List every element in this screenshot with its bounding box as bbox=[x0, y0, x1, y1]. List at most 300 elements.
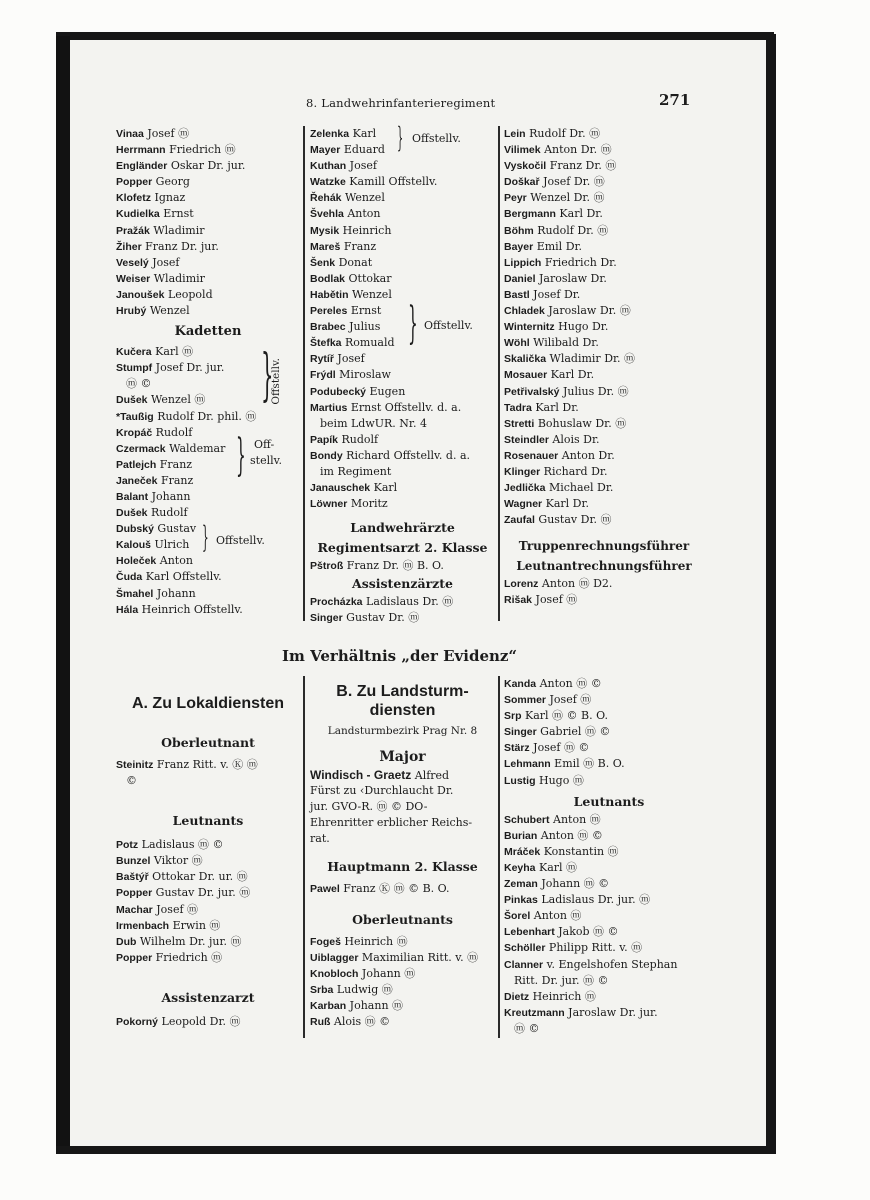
list-item bbox=[504, 480, 704, 496]
entry-details: Karl ⓜ bbox=[151, 345, 194, 359]
scan-border-top bbox=[56, 32, 774, 40]
entry-details: Anton ⓜ D2. bbox=[538, 577, 613, 591]
list-item bbox=[504, 335, 704, 351]
entry-details: v. Engelshofen Stephan bbox=[543, 957, 678, 971]
list-item bbox=[504, 773, 714, 789]
entry-details: Miroslaw bbox=[335, 368, 391, 382]
brace: } bbox=[236, 430, 246, 481]
list-item bbox=[310, 416, 495, 432]
entry-name: Schöller bbox=[504, 942, 546, 955]
entry-name: Bondy bbox=[310, 449, 343, 462]
list-item bbox=[116, 489, 300, 505]
evidenz-column-a bbox=[116, 692, 300, 1030]
entry-name: Vilimek bbox=[504, 144, 541, 157]
entry-name: Karban bbox=[310, 999, 347, 1012]
entry-name: Popper bbox=[116, 951, 153, 964]
entry-details: Johann bbox=[153, 586, 196, 600]
list-item bbox=[310, 934, 495, 950]
entry-name: Böhm bbox=[504, 224, 534, 237]
entry-name: Machar bbox=[116, 903, 153, 916]
evidenz-column-b bbox=[310, 682, 495, 1030]
list-item bbox=[310, 335, 495, 351]
list-item bbox=[504, 400, 704, 416]
list-item bbox=[504, 676, 714, 692]
list-item bbox=[504, 892, 714, 908]
entry-name: Frýdl bbox=[310, 369, 336, 382]
entry-details: Josef bbox=[346, 159, 377, 173]
list-item bbox=[504, 844, 714, 860]
entry-details: Oskar Dr. jur. bbox=[167, 159, 246, 173]
entry-name: Lebenhart bbox=[504, 926, 555, 939]
entry-name: Schubert bbox=[504, 813, 550, 826]
list-item bbox=[310, 255, 495, 271]
entry-name: Mysik bbox=[310, 224, 340, 237]
entry-name: Hrubý bbox=[116, 305, 147, 318]
section-heading-oberleutnants: Oberleutnants bbox=[352, 911, 453, 927]
entry-name: Kanda bbox=[504, 678, 537, 690]
list-item bbox=[504, 255, 704, 271]
entry-details: Anton ⓜ bbox=[549, 812, 601, 826]
entry-details: Eduard bbox=[340, 143, 385, 157]
entry-name: Herrmann bbox=[116, 144, 166, 157]
list-item bbox=[504, 860, 714, 876]
entry-name: Uiblagger bbox=[310, 951, 359, 964]
entry-details: Johann ⓜ © bbox=[537, 877, 610, 891]
entry-details: Josef Dr. ⓜ bbox=[539, 175, 605, 189]
entry-details: Donat bbox=[335, 255, 373, 269]
entry-name: Steindler bbox=[504, 433, 549, 446]
entry-name: Holeček bbox=[116, 555, 157, 568]
entry-details: Josef Dr. jur. bbox=[152, 361, 225, 375]
entry-name: Kudielka bbox=[116, 208, 160, 221]
text-line: rat. bbox=[310, 832, 330, 846]
entry-details: Heinrich ⓜ bbox=[340, 934, 408, 948]
list-item bbox=[116, 885, 300, 901]
entry-details: Rudolf bbox=[338, 432, 379, 446]
section-heading-landwehraerzte: Landwehrärzte bbox=[350, 520, 455, 536]
entry-details: Josef bbox=[148, 255, 180, 269]
list-item: Windisch - Graetz Alfred bbox=[310, 768, 450, 782]
list-item bbox=[116, 1014, 300, 1030]
entry-name: Kalouš bbox=[116, 539, 152, 552]
entry-details: Jakob ⓜ © bbox=[554, 925, 619, 939]
entry-details: Rudolf bbox=[152, 425, 193, 439]
list-item bbox=[504, 576, 704, 592]
entry-details: Johann bbox=[148, 489, 191, 503]
entry-name: Weiser bbox=[116, 272, 151, 285]
entry-name: Pinkas bbox=[504, 894, 538, 907]
list-item bbox=[116, 773, 300, 789]
page-number: 271 bbox=[659, 91, 691, 109]
list-item bbox=[504, 319, 704, 335]
list-item bbox=[504, 223, 704, 239]
entry-details: Josef bbox=[333, 352, 365, 366]
entry-details: Philipp Ritt. v. ⓜ bbox=[545, 941, 643, 955]
entry-name: Lehmann bbox=[504, 758, 551, 771]
entry-name: Rytíř bbox=[310, 353, 334, 366]
entry-details: Julius Dr. ⓜ bbox=[559, 384, 629, 398]
list-item bbox=[116, 287, 300, 303]
entry-details: Ludwig ⓜ bbox=[333, 982, 393, 996]
entry-details: Ladislaus Dr. ⓜ bbox=[362, 595, 454, 609]
entry-details: Wenzel ⓜ bbox=[147, 393, 206, 407]
entry-details: Karl bbox=[370, 481, 398, 495]
entry-details: Jaroslaw Dr. bbox=[535, 271, 607, 285]
section-heading-landsturm-2: diensten bbox=[369, 702, 436, 719]
entry-name: Řehák bbox=[310, 192, 342, 205]
entry-name: Watzke bbox=[310, 176, 346, 189]
entry-name: Klofetz bbox=[116, 192, 151, 205]
list-item bbox=[310, 881, 495, 897]
entry-details: Ottokar Dr. ur. ⓜ bbox=[148, 870, 248, 884]
entry-name: Veselý bbox=[116, 256, 149, 269]
entry-details: Jaroslaw Dr. ⓜ bbox=[544, 304, 631, 318]
entry-name: Potz bbox=[116, 839, 139, 852]
entry-details: Friedrich Dr. bbox=[541, 255, 617, 269]
entry-details: Georg bbox=[152, 175, 190, 189]
running-header: 8. Landwehrinfanterieregiment bbox=[306, 96, 496, 110]
evidenz-column-c bbox=[504, 676, 714, 1037]
entry-details: Franz bbox=[157, 473, 194, 487]
list-item bbox=[116, 142, 300, 158]
list-item bbox=[504, 351, 704, 367]
entry-name: Švehla bbox=[310, 208, 344, 221]
section-heading-landsturm: B. Zu Landsturm- bbox=[336, 683, 469, 700]
entry-details: Friedrich ⓜ bbox=[165, 143, 236, 157]
list-item bbox=[504, 957, 714, 973]
list-item bbox=[310, 950, 495, 966]
entry-name: Dubský bbox=[116, 523, 154, 536]
brace-label: Off- bbox=[254, 438, 275, 451]
entry-name: Singer bbox=[310, 612, 343, 625]
list-item bbox=[310, 384, 495, 400]
entry-name: Mareš bbox=[310, 240, 341, 253]
entry-name: Bodlak bbox=[310, 272, 346, 285]
entry-details: Karl Offstellv. bbox=[142, 570, 222, 584]
entry-details: Ernst Offstellv. d. a. bbox=[347, 400, 462, 414]
entry-name: Petřivalský bbox=[504, 385, 560, 398]
entry-details: Friedrich ⓜ bbox=[152, 950, 223, 964]
list-item bbox=[310, 496, 495, 512]
entry-name: Zelenka bbox=[310, 128, 350, 140]
entry-details: Anton Dr. ⓜ bbox=[540, 143, 612, 157]
list-item bbox=[504, 206, 704, 222]
entry-name: Janoušek bbox=[116, 288, 165, 301]
entry-details: Viktor ⓜ bbox=[150, 854, 203, 868]
list-item bbox=[504, 239, 704, 255]
entry-name: Stärz bbox=[504, 742, 530, 755]
entry-details: Hugo Dr. bbox=[554, 320, 609, 334]
entry-details: Alois ⓜ © bbox=[330, 1015, 391, 1029]
list-item bbox=[116, 934, 300, 950]
entry-details: Wenzel bbox=[341, 191, 385, 205]
entry-details: Gustav Dr. jur. ⓜ bbox=[152, 886, 251, 900]
list-item bbox=[116, 206, 300, 222]
entry-name: Bayer bbox=[504, 240, 534, 253]
entry-details: ⓜ © bbox=[126, 377, 152, 391]
entry-details: Karl Dr. bbox=[542, 497, 590, 511]
entry-name: Srba bbox=[310, 983, 334, 996]
list-item bbox=[504, 940, 714, 956]
entry-name: Janeček bbox=[116, 474, 158, 487]
entry-details: Johann ⓜ bbox=[346, 998, 404, 1012]
entry-name: Stretti bbox=[504, 417, 535, 430]
entry-details: Ritt. Dr. jur. ⓜ © bbox=[514, 973, 609, 987]
list-item bbox=[504, 989, 714, 1005]
entry-name: Doškař bbox=[504, 176, 540, 189]
entry-details: Hugo ⓜ bbox=[535, 773, 584, 787]
list-item bbox=[504, 512, 704, 528]
list-item bbox=[116, 553, 300, 569]
entry-details: Josef Dr. bbox=[529, 287, 581, 301]
entry-name: Burian bbox=[504, 829, 538, 842]
entry-details: Anton bbox=[343, 207, 381, 221]
entry-name: Štefka bbox=[310, 337, 342, 350]
entry-name: Irmenbach bbox=[116, 919, 170, 932]
entry-name: Patlejch bbox=[116, 458, 157, 471]
entry-name: Steinitz bbox=[116, 759, 154, 771]
list-item bbox=[504, 973, 714, 989]
entry-details: Gustav Dr. ⓜ bbox=[534, 513, 612, 527]
entry-details: Leopold bbox=[164, 287, 213, 301]
entry-name: Tadra bbox=[504, 401, 532, 414]
list-item bbox=[504, 448, 704, 464]
scan-border-left bbox=[56, 36, 70, 1151]
entry-name: Papík bbox=[310, 433, 339, 446]
list-item bbox=[310, 464, 495, 480]
list-item bbox=[116, 223, 300, 239]
column-3 bbox=[504, 126, 704, 609]
entry-details: Gustav Dr. ⓜ bbox=[342, 611, 420, 625]
section-heading-regimentsarzt: Regimentsarzt 2. Klasse bbox=[317, 540, 488, 556]
column-rule bbox=[498, 126, 500, 621]
list-item bbox=[310, 158, 495, 174]
entry-details: im Regiment bbox=[320, 464, 392, 478]
list-item bbox=[116, 950, 300, 966]
entry-details: Karl ⓜ © B. O. bbox=[521, 709, 609, 723]
entry-details: Michael Dr. bbox=[545, 481, 614, 495]
list-item bbox=[310, 610, 495, 626]
entry-details: Erwin ⓜ bbox=[169, 918, 221, 932]
column-rule bbox=[303, 676, 305, 1038]
column-rule bbox=[303, 126, 305, 621]
entry-details: Ladislaus ⓜ © bbox=[138, 838, 224, 852]
entry-name: Singer bbox=[504, 726, 537, 739]
entry-name: Stumpf bbox=[116, 362, 153, 375]
entry-name: Mayer bbox=[310, 144, 341, 157]
landsturmbezirk: Landsturmbezirk Prag Nr. 8 bbox=[327, 725, 478, 737]
list-item bbox=[504, 464, 704, 480]
list-item bbox=[504, 1021, 714, 1037]
entry-name: Pokorný bbox=[116, 1015, 159, 1028]
list-item bbox=[310, 448, 495, 464]
entry-details: Karl ⓜ bbox=[535, 860, 578, 874]
list-item bbox=[504, 126, 704, 142]
entry-details: Franz Dr. jur. bbox=[141, 239, 219, 253]
entry-name: Dušek bbox=[116, 507, 148, 520]
entry-details: Johann ⓜ bbox=[358, 966, 416, 980]
entry-details: Wilibald Dr. bbox=[529, 336, 599, 350]
text-line: Ehrenritter erblicher Reichs- bbox=[310, 816, 473, 830]
entry-name: Kučera bbox=[116, 346, 152, 359]
list-item bbox=[116, 271, 300, 287]
entry-name: Popper bbox=[116, 887, 153, 900]
brace-label: Offstellv. bbox=[270, 358, 282, 405]
section-heading-leutnantrechnungsfuehrer: Leutnantrechnungsführer bbox=[516, 559, 692, 574]
list-item bbox=[116, 158, 300, 174]
entry-name: Wagner bbox=[504, 498, 543, 511]
list-item bbox=[504, 592, 704, 608]
entry-name: Balant bbox=[116, 490, 149, 503]
entry-details: Rudolf Dr. ⓜ bbox=[533, 223, 609, 237]
entry-name: Pražák bbox=[116, 224, 150, 237]
entry-details: Josef ⓜ bbox=[532, 593, 578, 607]
entry-details: Gabriel ⓜ © bbox=[536, 725, 611, 739]
list-item bbox=[310, 239, 495, 255]
entry-name: Popper bbox=[116, 176, 153, 189]
entry-details: Wladimir bbox=[149, 223, 205, 237]
column-rule bbox=[498, 676, 500, 1038]
entry-name: Czermack bbox=[116, 442, 166, 455]
entry-name: Brabec bbox=[310, 321, 346, 334]
entry-details: Karl bbox=[349, 127, 377, 140]
entry-details: Ignaz bbox=[151, 191, 186, 205]
entry-details: Ulrich bbox=[151, 538, 190, 552]
list-item bbox=[504, 740, 714, 756]
entry-name: Procházka bbox=[310, 596, 363, 609]
list-item bbox=[310, 303, 495, 319]
entry-details: Bohuslaw Dr. ⓜ bbox=[534, 416, 627, 430]
list-item bbox=[116, 126, 300, 142]
entry-name: Šmahel bbox=[116, 587, 154, 600]
entry-details: Franz Ⓚ ⓜ © B. O. bbox=[339, 882, 450, 896]
entry-details: Emil ⓜ B. O. bbox=[550, 757, 625, 771]
entry-name: Janauschek bbox=[310, 482, 371, 495]
brace: } bbox=[202, 520, 209, 555]
list-item bbox=[504, 174, 704, 190]
entry-name: Žiher bbox=[116, 240, 142, 253]
entry-details: Eugen bbox=[366, 384, 406, 398]
entry-details: Anton Dr. bbox=[558, 448, 615, 462]
entry-details: Konstantin ⓜ bbox=[540, 844, 619, 858]
list-item bbox=[310, 594, 495, 610]
entry-details: Alois Dr. bbox=[548, 432, 600, 446]
entry-details: Maximilian Ritt. v. ⓜ bbox=[358, 950, 479, 964]
entry-details: Wenzel bbox=[348, 287, 392, 301]
entry-details: Karl Dr. bbox=[531, 400, 579, 414]
list-item bbox=[504, 708, 714, 724]
list-item bbox=[504, 908, 714, 924]
list-item bbox=[116, 902, 300, 918]
entry-details: Josef ⓜ © bbox=[529, 741, 590, 755]
entry-name: Bastl bbox=[504, 288, 530, 301]
entry-name: *Taußig bbox=[116, 410, 154, 423]
list-item bbox=[116, 757, 300, 773]
section-heading-assistenzaerzte: Assistenzärzte bbox=[352, 576, 453, 592]
list-item bbox=[504, 303, 704, 319]
entry-details: Gustav bbox=[153, 522, 197, 536]
section-heading-assistenzarzt: Assistenzarzt bbox=[161, 989, 255, 1005]
text-line: Fürst zu ‹Durchlaucht Dr. bbox=[310, 784, 454, 798]
brace: } bbox=[261, 343, 274, 408]
list-item bbox=[310, 351, 495, 367]
brace-label: Offstellv. bbox=[412, 132, 461, 145]
entry-details: Rudolf Dr. phil. ⓜ bbox=[153, 409, 257, 423]
entry-name: Bunzel bbox=[116, 855, 151, 868]
section-heading-hauptmann: Hauptmann 2. Klasse bbox=[327, 859, 478, 875]
list-item bbox=[310, 190, 495, 206]
entry-name: Keyha bbox=[504, 861, 536, 874]
list-item bbox=[310, 367, 495, 383]
section-heading-lokaldienste: A. Zu Lokaldiensten bbox=[131, 695, 284, 712]
entry-name: Baštýř bbox=[116, 871, 149, 884]
brace: } bbox=[397, 121, 404, 154]
section-heading-major: Major bbox=[379, 749, 426, 765]
entry-details: Ladislaus Dr. jur. ⓜ bbox=[537, 893, 651, 907]
entry-details: Julius bbox=[345, 320, 381, 334]
list-item bbox=[310, 1014, 495, 1030]
entry-name: Knobloch bbox=[310, 967, 359, 980]
entry-name: Dub bbox=[116, 935, 137, 948]
entry-name: Dušek bbox=[116, 394, 148, 407]
entry-details: Wladimir Dr. ⓜ bbox=[546, 352, 636, 366]
list-item bbox=[116, 303, 300, 319]
section-heading-kadetten: Kadetten bbox=[174, 324, 242, 340]
entry-name: Čuda bbox=[116, 571, 143, 584]
entry-details: Wilhelm Dr. jur. ⓜ bbox=[136, 934, 242, 948]
entry-details: Karl Dr. bbox=[555, 207, 603, 221]
entry-details: Ernst bbox=[347, 304, 382, 318]
entry-details: Franz bbox=[340, 239, 377, 253]
entry-details: Heinrich ⓜ bbox=[529, 989, 596, 1003]
list-item bbox=[310, 174, 495, 190]
entry-name: Pereles bbox=[310, 305, 348, 318]
entry-details: Richard Offstellv. d. a. bbox=[342, 448, 471, 462]
entry-details: Anton ⓜ © bbox=[536, 677, 602, 690]
list-item bbox=[310, 271, 495, 287]
column-2 bbox=[310, 121, 495, 627]
entry-details: Emil Dr. bbox=[533, 239, 583, 253]
list-item bbox=[504, 828, 714, 844]
evidenz-title: Im Verhältnis „der Evidenz“ bbox=[282, 647, 518, 665]
list-item bbox=[504, 812, 714, 828]
entry-name: Lustig bbox=[504, 774, 536, 787]
section-heading-leutnants: Leutnants bbox=[172, 813, 244, 829]
section-heading-truppenrechnungsfuehrer: Truppenrechnungsführer bbox=[518, 539, 690, 554]
brace-label: Offstellv. bbox=[216, 534, 265, 547]
list-item bbox=[504, 924, 714, 940]
entry-details: Jaroslaw Dr. jur. bbox=[564, 1005, 658, 1019]
section-heading-leutnants: Leutnants bbox=[573, 793, 645, 809]
list-item bbox=[116, 239, 300, 255]
entry-details: Heinrich bbox=[339, 223, 392, 237]
entry-details: Ernst bbox=[159, 207, 194, 221]
entry-name: Mosauer bbox=[504, 369, 548, 382]
list-item: Pštroß Franz Dr. ⓜ B. O. bbox=[310, 559, 444, 573]
brace: } bbox=[408, 298, 418, 349]
entry-details: beim LdwUR. Nr. 4 bbox=[320, 416, 427, 430]
entry-details: Kamill Offstellv. bbox=[345, 175, 438, 189]
entry-details: Moritz bbox=[347, 497, 388, 511]
entry-name: Podubecký bbox=[310, 385, 367, 398]
list-item bbox=[310, 287, 495, 303]
entry-name: Vinaa bbox=[116, 128, 144, 140]
list-item bbox=[116, 586, 300, 602]
list-item bbox=[504, 756, 714, 772]
entry-details: Wenzel Dr. ⓜ bbox=[526, 191, 605, 205]
entry-name: Klinger bbox=[504, 465, 541, 478]
list-item bbox=[116, 473, 300, 489]
